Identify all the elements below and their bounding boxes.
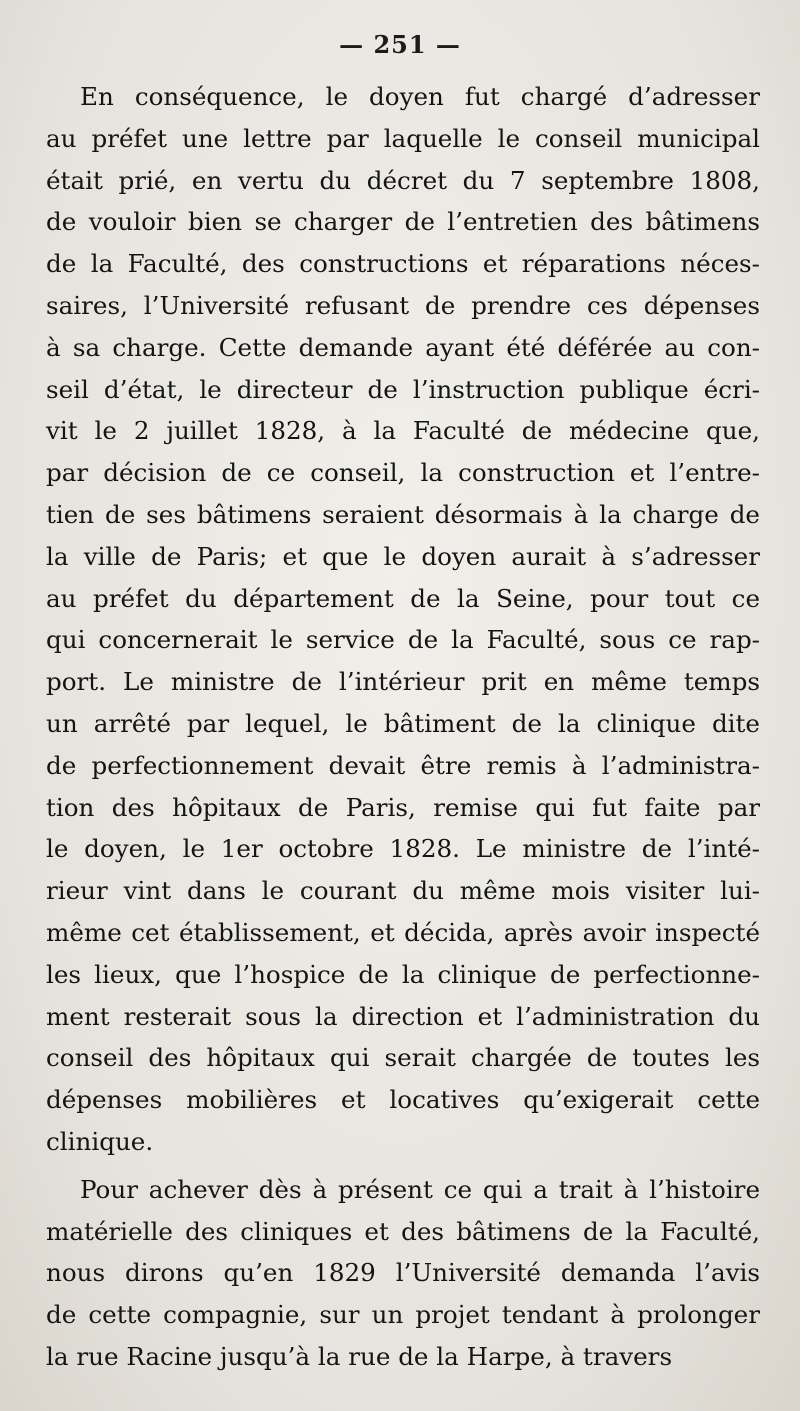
text-line: était prié, en vertu du décret du 7 septembre 1808, xyxy=(46,165,760,195)
text-line: le doyen, le 1er octobre 1828. Le ministre de l’inté- xyxy=(46,834,760,864)
text-line: conseil des hôpitaux qui serait chargée de toutes les xyxy=(46,1043,760,1073)
text-line: port. Le ministre de l’intérieur prit en même temps xyxy=(46,667,760,697)
text-line: de cette compagnie, sur un projet tendant à prolonger xyxy=(46,1300,760,1330)
text-line: même cet établissement, et décida, après avoir inspecté xyxy=(46,917,760,947)
text-line: de la Faculté, des constructions et réparations néces- xyxy=(46,249,760,279)
text-line: la ville de Paris; et que le doyen aurait à s’adresser xyxy=(46,541,760,571)
text-line: dépenses mobilières et locatives qu’exigerait cette xyxy=(46,1085,760,1115)
text-line: En conséquence, le doyen fut chargé d’adresser xyxy=(80,82,760,111)
text-line: de perfectionnement devait être remis à l’administra- xyxy=(46,750,760,780)
page-number: — 251 — xyxy=(339,30,461,59)
paragraph-1 xyxy=(46,76,760,1163)
paragraph-2 xyxy=(46,1169,760,1378)
text-line: Pour achever dès à présent ce qui a trait à l’histoire xyxy=(80,1174,760,1204)
text-line: la rue Racine jusqu’à la rue de la Harpe, à travers xyxy=(46,1341,673,1371)
text-line: de vouloir bien se charger de l’entretien des bâtimens xyxy=(46,207,760,237)
text-line: les lieux, que l’hospice de la clinique de perfectionne- xyxy=(46,959,760,989)
text-line: nous dirons qu’en 1829 l’Université demanda l’avis xyxy=(46,1258,760,1288)
text-line: tion des hôpitaux de Paris, remise qui fut faite par xyxy=(46,792,760,822)
paragraph-container xyxy=(46,76,760,1378)
text-line: à sa charge. Cette demande ayant été déférée au con- xyxy=(46,332,760,362)
text-line: vit le 2 juillet 1828, à la Faculté de médecine que, xyxy=(46,416,760,446)
text-line: ment resterait sous la direction et l’administration du xyxy=(46,1001,760,1031)
text-line: par décision de ce conseil, la construction et l’entre- xyxy=(46,458,760,488)
text-line: clinique. xyxy=(46,1126,154,1156)
text-line: qui concernerait le service de la Faculté, sous ce rap- xyxy=(46,625,760,655)
text-body xyxy=(46,76,760,1378)
text-line: saires, l’Université refusant de prendre ces dépenses xyxy=(46,290,760,320)
text-line: tien de ses bâtimens seraient désormais à la charge de xyxy=(46,499,760,529)
text-line: un arrêté par lequel, le bâtiment de la clinique dite xyxy=(46,708,760,738)
text-line: matérielle des cliniques et des bâtimens de la Faculté, xyxy=(46,1216,760,1246)
text-line: au préfet une lettre par laquelle le conseil municipal xyxy=(46,123,760,153)
text-line: seil d’état, le directeur de l’instruction publique écri- xyxy=(46,374,760,404)
text-line: au préfet du département de la Seine, pour tout ce xyxy=(46,583,760,613)
text-line: rieur vint dans le courant du même mois visiter lui- xyxy=(46,876,760,906)
